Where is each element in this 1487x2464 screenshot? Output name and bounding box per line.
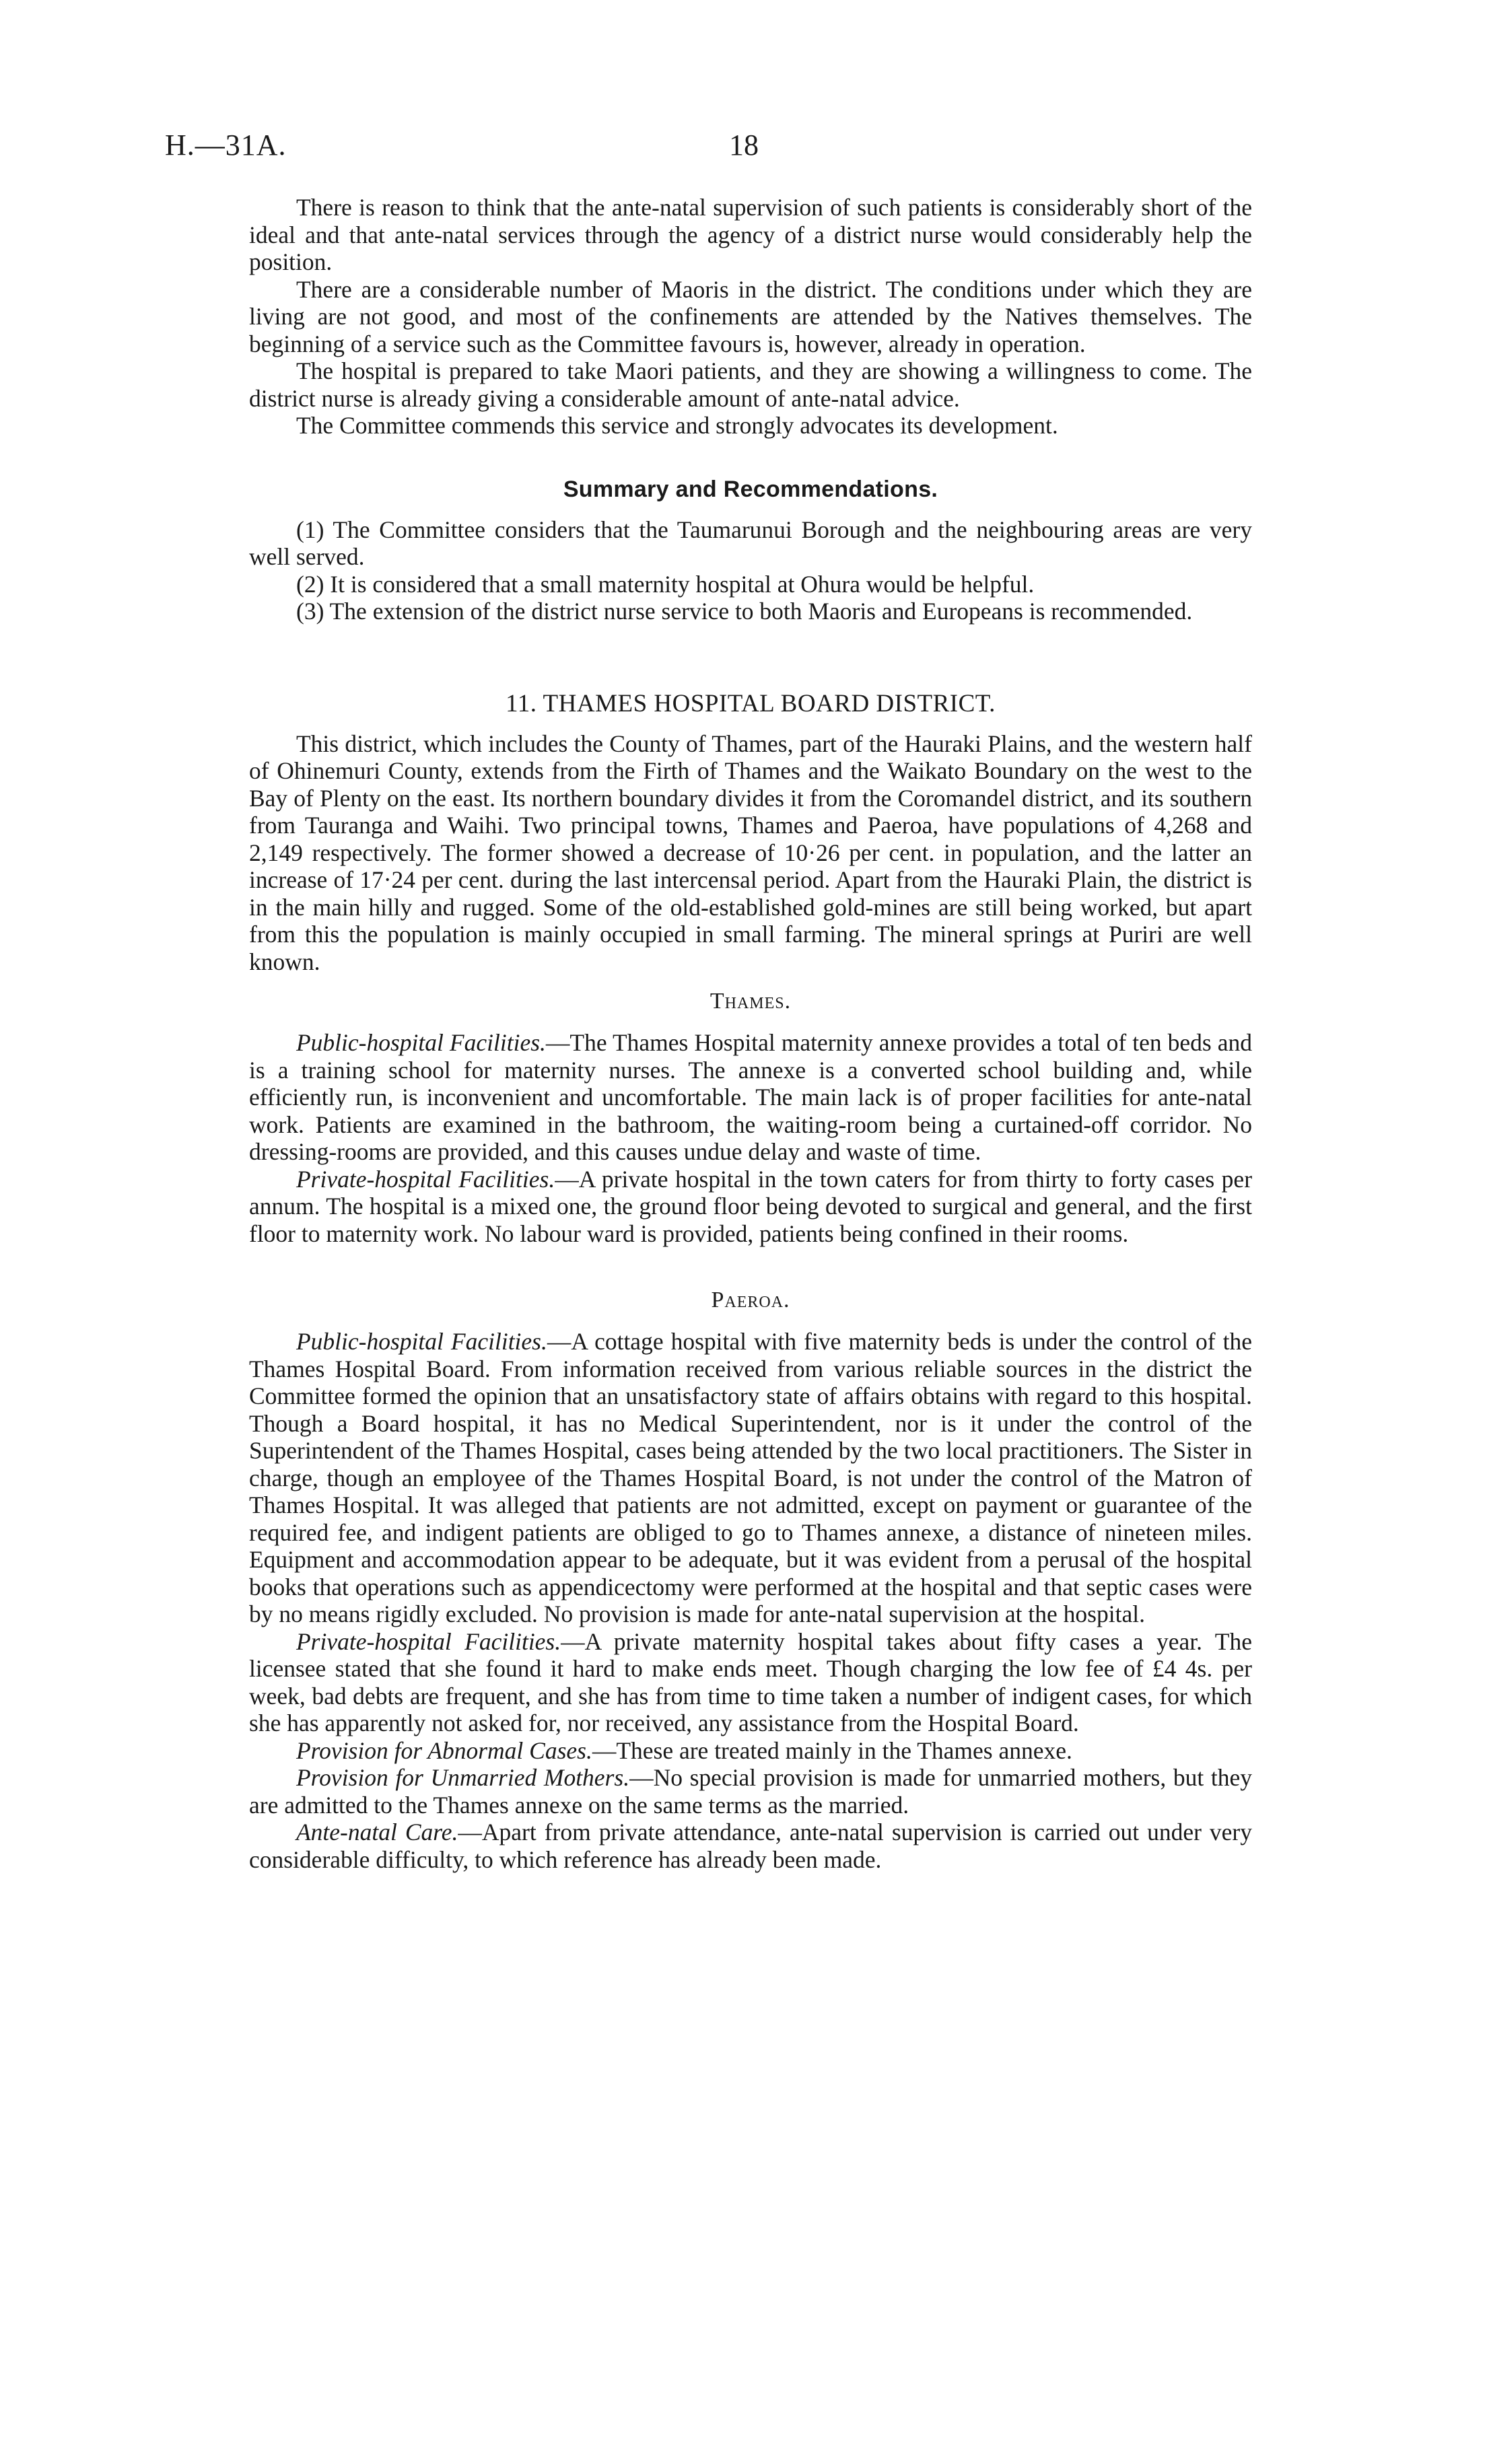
paragraph-text: —A private hospital in the town caters for from thirty to forty cases per annum. The hospital is a mixed one, the ground floor being devoted to surgical and general, and the first floor to maternity work. No labour ward is provided, patients being confined in their rooms. [249,1165,1253,1247]
paeroa-antenatal-paragraph [249,1819,1252,1873]
paeroa-heading: Paeroa. [711,1288,790,1312]
summary-item: (1) The Committee considers that the Taumarunui Borough and the neighbouring areas are very well served. [249,516,1252,570]
summary-item: (3) The extension of the district nurse service to both Maoris and Europeans is recommended. [296,598,1193,625]
summary-heading: Summary and Recommendations. [563,476,938,502]
document-reference: H.—31A. [165,129,287,162]
paragraph-lead: Ante-natal Care. [296,1819,458,1845]
paragraph-text: —These are treated mainly in the Thames annexe. [592,1736,1072,1764]
body-column [249,194,1252,1873]
paeroa-public-paragraph [249,1328,1252,1628]
intro-paragraph: The hospital is prepared to take Maori patients, and they are showing a willingness to come. The district nurse is already giving a considerable amount of ante-natal advice. [249,357,1252,412]
paragraph-text: —A private maternity hospital takes about fifty cases a year. The licensee stated that she found it hard to make ends meet. Though charging the low fee of £4 4s. per week, bad debts are frequent, and she has from time to time taken a number of indigent cases, for which she has apparently not asked for, nor received, any assistance from the Hospital Board. [249,1627,1252,1736]
paragraph-text: —A cottage hospital with five maternity beds is under the control of the Thames Hospital Board. From information received from various reliable sources in the district the Committee formed the opinion that an unsatisfactory state of affairs obtains with regard to this hospital. Though a Board hospital, it has no Medical Superintendent, nor is it under the control of the Superintendent of the Thames Hospital, cases being attended by the two local practitioners. The Sister in charge, though an employee of the Thames Hospital Board, is not under the control of the Matron of Thames Hospital. It was alleged that patients are not admitted, except on payment or guarantee of the required fee, and indigent patients are obliged to go to Thames annexe, a distance of nineteen miles. Equipment and accommodation appear to be adequate, but it was evident from a perusal of the hospital books that operations such as appendicectomy were performed at the hospital and that septic cases were by no means rigidly excluded. No provision is made for ante-natal supervision at the hospital. [249,1328,1252,1627]
paragraph-lead: Private-hospital Facilities. [296,1165,555,1193]
paragraph-lead: Provision for Unmarried Mothers. [296,1764,630,1791]
paeroa-abnormal-paragraph [249,1737,1252,1765]
page-header [165,128,1323,175]
paeroa-unmarried-paragraph [249,1764,1252,1819]
thames-private-paragraph [249,1166,1252,1248]
intro-paragraph: There are a considerable number of Maoris in the district. The conditions under which they are living are not good, and most of the confinements are attended by the Natives themselves. The beginning of a service such as the Committee favours is, however, already in operation. [249,275,1252,357]
intro-paragraph: There is reason to think that the ante-natal supervision of such patients is considerably short of the ideal and that ante-natal services through the agency of a district nurse would considerably help the position. [249,194,1252,275]
paragraph-lead: Public-hospital Facilities. [296,1029,546,1056]
thames-heading: Thames. [710,989,792,1014]
district-heading: 11. THAMES HOSPITAL BOARD DISTRICT. [506,689,996,717]
intro-paragraph: The Committee commends this service and strongly advocates its development. [296,412,1058,439]
thames-public-paragraph [249,1029,1252,1166]
paragraph-lead: Public-hospital Facilities. [296,1328,547,1355]
paragraph-lead: Private-hospital Facilities. [296,1627,561,1655]
district-intro: This district, which includes the County of Thames, part of the Hauraki Plains, and the western half of Ohinemuri County, extends from the Firth of Thames and the Waikato Boundary on the west to the Bay of Plenty on the east. Its northern boundary divides it from the Coromandel district, and its southern from Tauranga and Waihi. Two principal towns, Thames and Paeroa, have populations of 4,268 and 2,149 respectively. The former showed a decrease of 10·26 per cent. in population, and the latter an increase of 17·24 per cent. during the last intercensal period. Apart from the Hauraki Plain, the district is in the main hilly and rugged. Some of the old-established gold-mines are still being worked, but apart from this the population is mainly occupied in small farming. The mineral springs at Puriri are well known. [249,730,1252,975]
paragraph-text: —No special provision is made for unmarried mothers, but they are admitted to the Thames annexe on the same terms as the married. [249,1764,1252,1819]
paragraph-text: —Apart from private attendance, ante-natal supervision is carried out under very considerable difficulty, to which reference has already been made. [249,1819,1252,1873]
summary-item: (2) It is considered that a small maternity hospital at Ohura would be helpful. [296,570,1035,598]
paeroa-private-paragraph [249,1628,1252,1737]
paragraph-lead: Provision for Abnormal Cases. [296,1736,592,1764]
page-number: 18 [729,129,759,162]
paragraph-text: —The Thames Hospital maternity annexe provides a total of ten beds and is a training school for maternity nurses. The annexe is a converted school building and, while efficiently run, is inconvenient and uncomfortable. The main lack is of proper facilities for ante-natal work. Patients are examined in the bathroom, the waiting-room being a curtained-off corridor. No dressing-rooms are provided, and this causes undue delay and waste of time. [249,1029,1252,1165]
